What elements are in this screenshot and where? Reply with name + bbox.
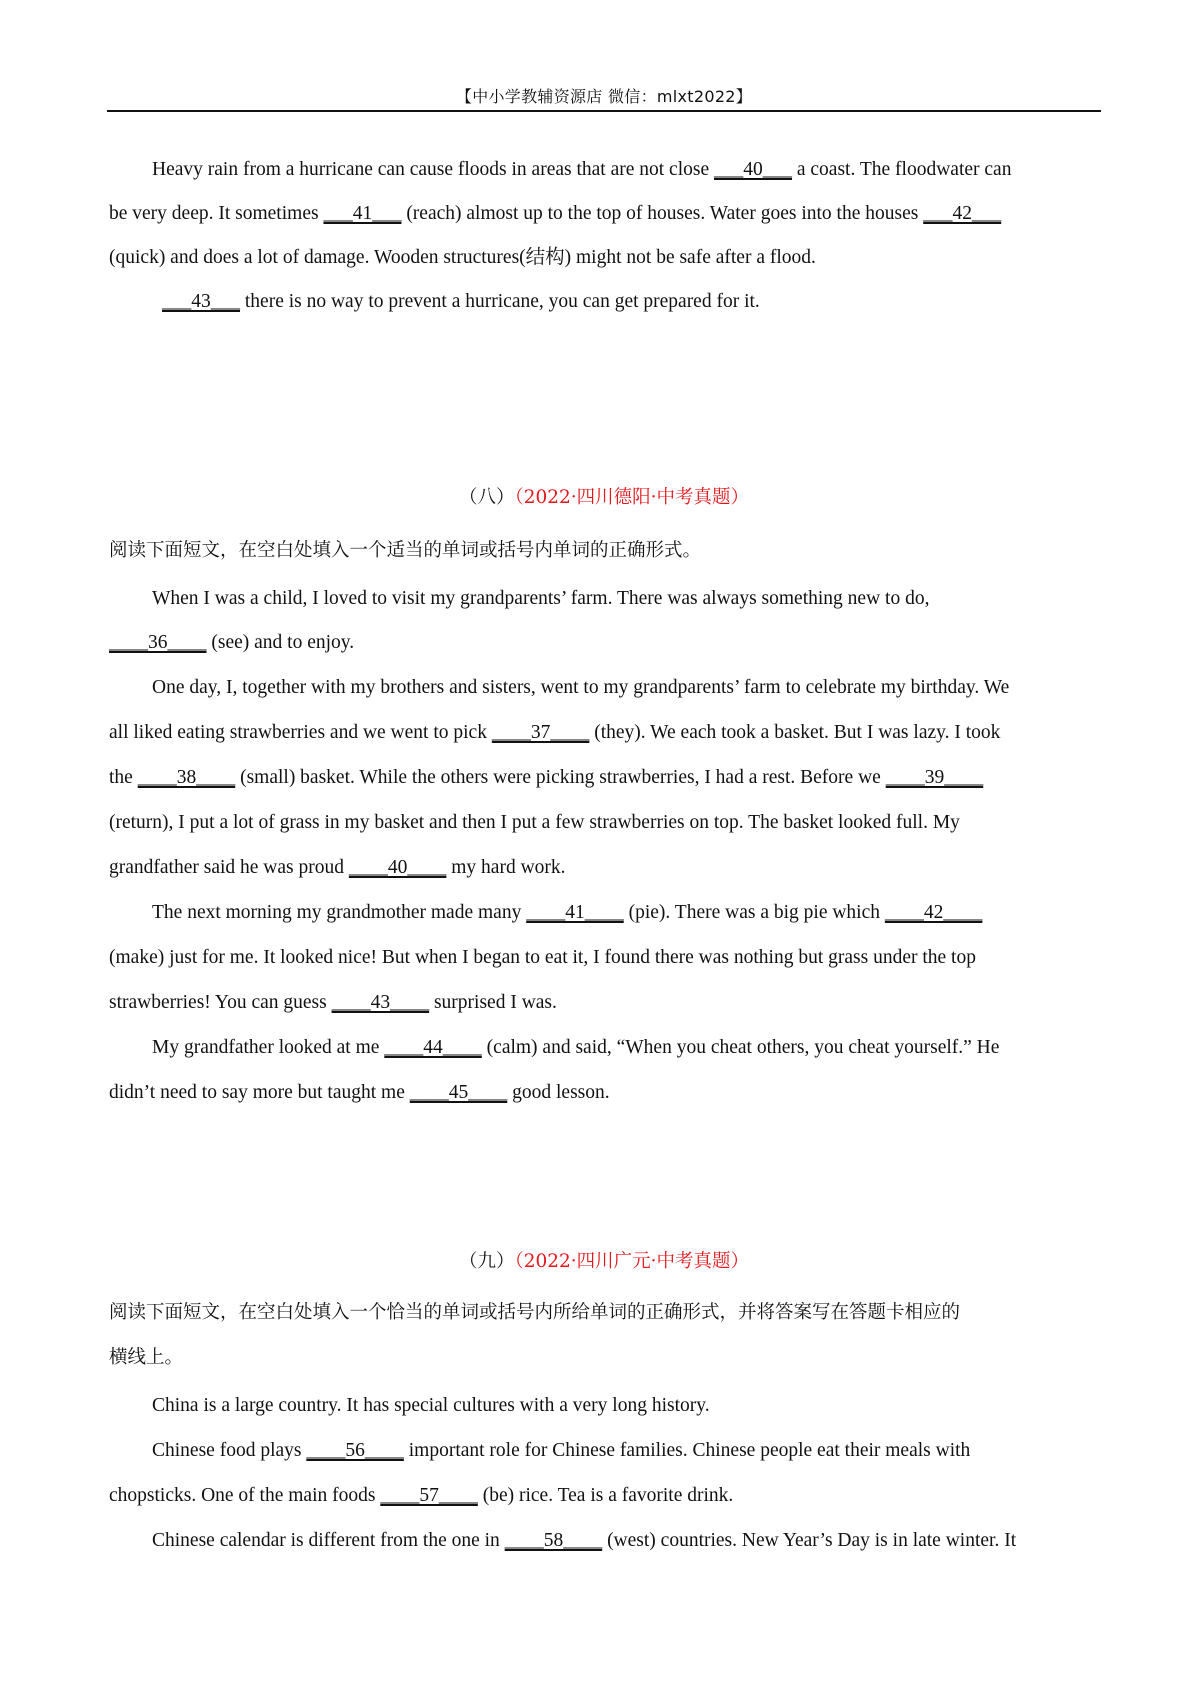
text-line: When I was a child, I loved to visit my grandparents’ farm. There was always something new to do,: [152, 588, 930, 609]
text-line: (make) just for me. It looked nice! But when I began to eat it, I found there was nothing but grass under the top: [109, 947, 976, 968]
text-line: Chinese calendar is different from the one in ____58____ (west) countries. New Year’s Day is in late winter. It: [109, 1525, 1099, 1557]
section-title-9: （九）（2022·四川广元·中考真题）: [458, 1251, 750, 1272]
blank-40: ___40___: [714, 159, 792, 180]
blank-37: ____37____: [491, 722, 590, 743]
blank-44: ____44____: [384, 1037, 482, 1058]
text-line: China is a large country. It has special cultures with a very long history.: [152, 1395, 710, 1416]
source-label: （2022·四川广元·中考真题）: [514, 1251, 750, 1272]
blank-43: ____43____: [331, 992, 430, 1013]
instruction-text: 横线上。: [109, 1347, 184, 1368]
text-line: The next morning my grandmother made many ____41____ (pie). There was a big pie which ____42____: [109, 897, 1099, 929]
text-line: strawberries! You can guess ____43____ surprised I was.: [109, 987, 1099, 1019]
text-line: One day, I, together with my brothers and sisters, went to my grandparents’ farm to celebrate my birthday. We: [152, 677, 1010, 698]
text-line: Heavy rain from a hurricane can cause floods in areas that are not close ___40___ a coast. The floodwater can: [109, 154, 1099, 186]
text-line: ___43___ there is no way to prevent a hurricane, you can get prepared for it.: [109, 286, 1099, 318]
text-line: My grandfather looked at me ____44____ (calm) and said, “When you cheat others, you cheat yourself.” He: [109, 1032, 1099, 1064]
text-line: (quick) and does a lot of damage. Wooden structures(结构) might not be safe after a flood.: [109, 247, 816, 268]
text-line: all liked eating strawberries and we went to pick ____37____ (they). We each took a basket. But I was lazy. I took: [109, 717, 1099, 749]
text-line: the ____38____ (small) basket. While the others were picking strawberries, I had a rest. Before we ____39____: [109, 762, 1099, 794]
text-line: ____36____ (see) and to enjoy.: [109, 627, 1099, 659]
instruction-text: 阅读下面短文，在空白处填入一个适当的单词或括号内单词的正确形式。: [109, 540, 702, 561]
blank-43: ___43___: [162, 291, 240, 312]
source-label: （2022·四川德阳·中考真题）: [514, 487, 750, 508]
text-line: Chinese food plays ____56____ important role for Chinese families. Chinese people eat their meals with: [109, 1435, 1099, 1467]
blank-38: ____38____: [137, 767, 236, 788]
text-line: be very deep. It sometimes ___41___ (reach) almost up to the top of houses. Water goes into the houses ___42___: [109, 198, 1099, 230]
blank-58: ____58____: [504, 1530, 603, 1551]
text-line: (return), I put a lot of grass in my basket and then I put a few strawberries on top. The basket looked full. My: [109, 812, 960, 833]
blank-41: ____41____: [526, 902, 624, 923]
page-header: 【中小学教辅资源店 微信：mlxt2022】: [455, 87, 753, 106]
blank-56: ____56____: [306, 1440, 404, 1461]
text-line: grandfather said he was proud ____40____ my hard work.: [109, 852, 1099, 884]
blank-45: ____45____: [409, 1082, 508, 1103]
blank-39: ____39____: [885, 767, 984, 788]
instruction-text: 阅读下面短文，在空白处填入一个恰当的单词或括号内所给单词的正确形式，并将答案写在答题卡相应的: [109, 1302, 961, 1323]
blank-36: ____36____: [109, 632, 207, 653]
header-divider: [107, 110, 1101, 112]
blank-40: ____40____: [348, 857, 447, 878]
section-title-8: （八）（2022·四川德阳·中考真题）: [458, 487, 750, 508]
blank-57: ____57____: [380, 1485, 478, 1506]
blank-42: ____42____: [884, 902, 983, 923]
text-line: didn’t need to say more but taught me ____45____ good lesson.: [109, 1077, 1099, 1109]
blank-42: ___42___: [923, 203, 1002, 224]
text-line: chopsticks. One of the main foods ____57____ (be) rice. Tea is a favorite drink.: [109, 1480, 1099, 1512]
blank-41: ___41___: [323, 203, 402, 224]
